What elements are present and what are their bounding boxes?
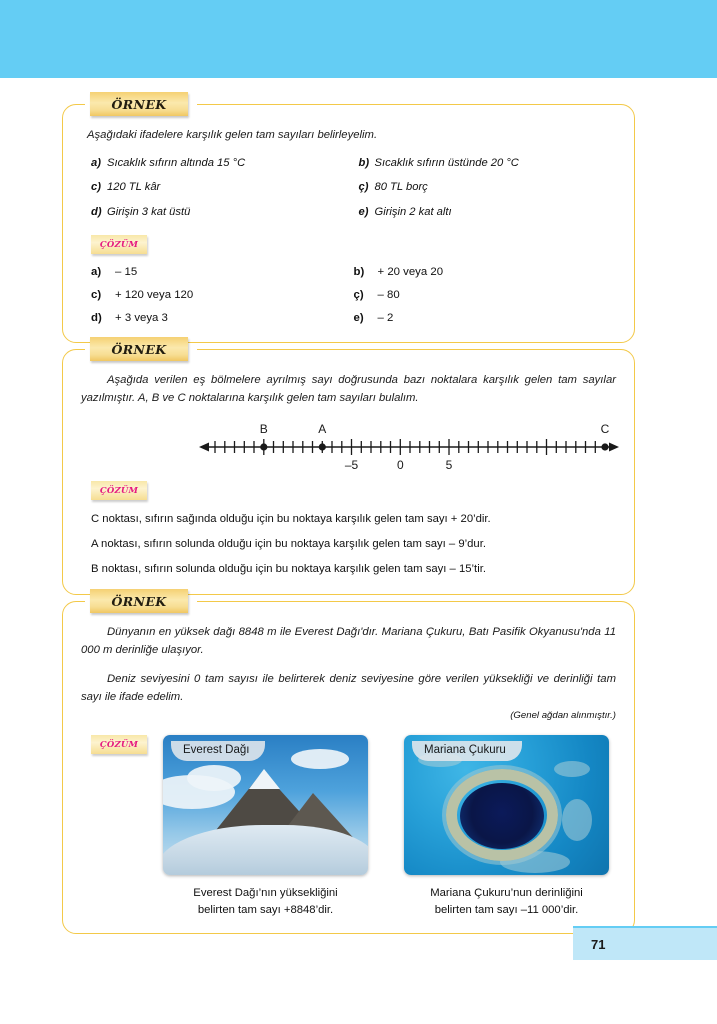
- example-tab-label: ÖRNEK: [111, 96, 167, 112]
- example-body-3: [62, 601, 635, 934]
- solution-sentence: A noktası, sıfırın solunda olduğu için bu noktaya karşılık gelen tam sayı – 9’dur.: [91, 538, 486, 551]
- item-text: Sıcaklık sıfırın altında 15 °C: [107, 156, 246, 169]
- solution-tag-label: ÇÖZÜM: [99, 739, 139, 750]
- number-line-figure: [81, 417, 616, 479]
- figure-everest: [163, 735, 368, 919]
- point-label-A: A: [318, 422, 327, 436]
- tick-label-five: 5: [445, 458, 453, 472]
- snow-cap-shape: [249, 769, 280, 789]
- example1-answers: [81, 266, 616, 324]
- list-item: [349, 157, 617, 170]
- example1-items: [81, 157, 616, 232]
- answer-row: [91, 266, 616, 278]
- example3-paragraph-2: Deniz seviyesini 0 tam sayısı ile belirterek deniz seviyesine göre verilen yüksekliği ve derinliği tam sayı ile ifade edelim.: [81, 673, 616, 703]
- list-item: [81, 181, 349, 194]
- answer-value: + 120 veya 120: [115, 289, 194, 302]
- caption-line: Everest Dağı’nın yüksekliğini: [193, 887, 338, 899]
- answer-right: [354, 266, 617, 278]
- tick-label-zero: 0: [396, 458, 404, 472]
- example-tab-label: ÖRNEK: [111, 593, 167, 609]
- example-block-3: [62, 589, 635, 934]
- shoal-shape: [554, 761, 590, 777]
- answer-left: [91, 266, 354, 278]
- solution-sentence: C noktası, sıfırın sağında olduğu için bu noktaya karşılık gelen tam sayı + 20’dir.: [91, 513, 491, 525]
- list-item: [81, 157, 349, 170]
- example1-items-left: [81, 157, 349, 232]
- point-C: [601, 443, 608, 450]
- list-item: [349, 206, 617, 219]
- photo-mariana: [404, 735, 609, 875]
- example-tab-1: [90, 92, 188, 116]
- example3-paragraph-1: Dünyanın en yüksek dağı 8848 m ile Everest Dağı'dır. Mariana Çukuru, Batı Pasifik Okyanusu'nda 11 000 m derinliğe ulaşıyor.: [81, 626, 616, 656]
- caption-line: belirten tam sayı +8848’dir.: [197, 903, 334, 916]
- item-text: 80 TL borç: [374, 181, 428, 194]
- photo-label-everest: Everest Dağı: [171, 741, 265, 761]
- example2-prompt: Aşağıda verilen eş bölmelere ayrılmış sayı doğrusunda bazı noktalara karşılık gelen tam sayılar yazılmıştır. A, B ve C noktalarına karşılık gelen tam sayıları bulalım.: [81, 374, 616, 404]
- example-tab-label: ÖRNEK: [111, 341, 167, 357]
- item-letter: ç): [358, 181, 369, 194]
- item-letter: e): [358, 206, 369, 219]
- source-note: (Genel ağdan alınmıştır.): [510, 710, 616, 721]
- answer-value: + 3 veya 3: [115, 312, 168, 325]
- solution-tag-3: [91, 735, 147, 754]
- answer-letter: ç): [353, 289, 364, 302]
- example-block-1: [62, 92, 635, 343]
- item-letter: b): [358, 156, 370, 169]
- item-letter: d): [91, 206, 102, 219]
- figure-caption-everest: [163, 885, 368, 919]
- example-tab-2: [90, 337, 188, 361]
- point-label-B: B: [259, 422, 268, 436]
- solution-tag-2: [91, 481, 147, 500]
- list-item: [81, 206, 349, 219]
- page-number-value: 71: [591, 936, 606, 952]
- example1-prompt: Aşağıdaki ifadelere karşılık gelen tam sayıları belirleyelim.: [87, 129, 378, 141]
- list-item: [349, 181, 617, 194]
- caption-line: belirten tam sayı –11 000’dir.: [434, 903, 579, 916]
- answer-right: [354, 289, 617, 301]
- example-tab-3: [90, 589, 188, 613]
- item-text: Girişin 3 kat üstü: [107, 206, 191, 219]
- cloud-shape: [291, 749, 349, 769]
- solution-sentence: B noktası, sıfırın solunda olduğu için bu noktaya karşılık gelen tam sayı – 15’tir.: [91, 563, 486, 576]
- answer-value: – 80: [377, 289, 400, 302]
- tick-label-minus5: –5: [344, 458, 359, 472]
- point-label-C: C: [600, 422, 610, 436]
- answer-letter: e): [353, 312, 364, 325]
- answer-letter: c): [91, 289, 102, 302]
- answer-left: [91, 312, 354, 324]
- answer-value: – 15: [115, 266, 138, 279]
- point-B: [260, 443, 267, 450]
- answer-letter: d): [91, 312, 102, 325]
- item-letter: a): [91, 156, 101, 169]
- answer-row: [91, 312, 616, 324]
- photo-everest: [163, 735, 368, 875]
- solution-tag-label: ÇÖZÜM: [99, 239, 139, 250]
- example-block-2: [62, 337, 635, 595]
- figure-mariana: [404, 735, 609, 919]
- item-text: Sıcaklık sıfırın üstünde 20 °C: [374, 156, 519, 169]
- shoal-shape: [562, 799, 592, 841]
- item-text: Girişin 2 kat altı: [374, 206, 452, 219]
- example3-solution-area: [81, 729, 616, 919]
- answer-right: [354, 312, 617, 324]
- figure-pair: [163, 735, 609, 919]
- answer-letter: b): [353, 266, 365, 279]
- answer-letter: a): [91, 266, 102, 279]
- solution-tag-1: [91, 235, 147, 254]
- point-A: [319, 443, 326, 450]
- example-body-2: [62, 349, 635, 595]
- item-letter: c): [91, 181, 101, 194]
- page-header-band: [0, 0, 717, 78]
- answer-value: – 2: [377, 312, 394, 325]
- figure-caption-mariana: [404, 885, 609, 919]
- blue-hole-shape: [460, 783, 544, 849]
- answer-row: [91, 289, 616, 301]
- item-text: 120 TL kâr: [107, 181, 161, 194]
- number-line-svg: [199, 417, 623, 479]
- solution-tag-label: ÇÖZÜM: [99, 485, 139, 496]
- caption-line: Mariana Çukuru’nun derinliğini: [430, 887, 583, 899]
- example2-solutions: [81, 512, 616, 576]
- page-number: [573, 928, 717, 960]
- photo-label-mariana: Mariana Çukuru: [412, 741, 522, 761]
- answer-value: + 20 veya 20: [377, 266, 444, 279]
- example-body-1: [62, 104, 635, 343]
- example1-items-right: [349, 157, 617, 232]
- answer-left: [91, 289, 354, 301]
